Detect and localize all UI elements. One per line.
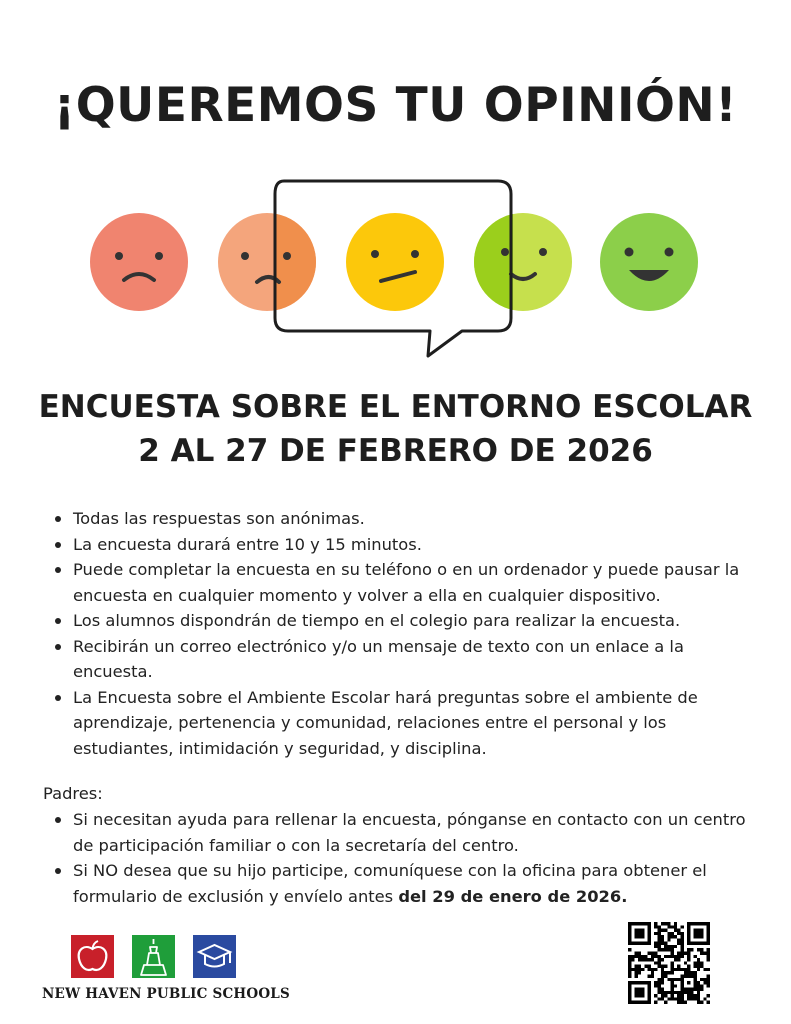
- list-item: La Encuesta sobre el Ambiente Escolar hará preguntas sobre el ambiente de aprendizaje, pertenencia y comunidad, relaciones entre el personal y los estudiantes, intimidación y seguridad, y disciplina.: [45, 685, 755, 762]
- list-item: Puede completar la encuesta en su teléfono o en un ordenador y puede pausar la encuesta en cualquier momento y volver a ella en cualquier dispositivo.: [45, 557, 755, 608]
- list-item-text: Si NO desea que su hijo participe, comuníquese con la oficina para obtener el formulario de exclusión y envíelo antes: [73, 861, 707, 906]
- qr-code-icon: [628, 922, 710, 1004]
- list-item: [45, 858, 755, 909]
- speech-bubble-icon: [270, 178, 520, 358]
- survey-title-block: [0, 385, 791, 473]
- parents-bullet-list: [45, 807, 755, 909]
- list-item: Todas las respuestas son anónimas.: [45, 506, 755, 532]
- district-name: NEW HAVEN PUBLIC SCHOOLS: [42, 986, 290, 1002]
- list-item: Recibirán un correo electrónico y/o un mensaje de texto con un enlace a la encuesta.: [45, 634, 755, 685]
- deadline-date: del 29 de enero de 2026.: [398, 886, 628, 906]
- list-item: Si necesitan ayuda para rellenar la encuesta, pónganse en contacto con un centro de participación familiar o con la secretaría del centro.: [45, 807, 755, 858]
- survey-dates: 2 AL 27 DE FEBRERO DE 2026: [138, 433, 653, 469]
- very-happy-face-icon: [599, 212, 699, 312]
- very-unhappy-face-icon: [89, 212, 189, 312]
- school-tower-icon: [132, 935, 175, 978]
- info-bullet-list: [45, 506, 755, 761]
- parents-heading: Padres:: [43, 784, 103, 803]
- apple-icon: [71, 935, 114, 978]
- emoji-rating-row: [0, 170, 791, 370]
- list-item: Los alumnos dispondrán de tiempo en el colegio para realizar la encuesta.: [45, 608, 755, 634]
- headline: ¡QUEREMOS TU OPINIÓN!: [53, 78, 738, 133]
- survey-title: ENCUESTA SOBRE EL ENTORNO ESCOLAR: [38, 389, 753, 425]
- list-item: La encuesta durará entre 10 y 15 minutos.: [45, 532, 755, 558]
- district-logo: [42, 935, 290, 1005]
- graduation-cap-icon: [193, 935, 236, 978]
